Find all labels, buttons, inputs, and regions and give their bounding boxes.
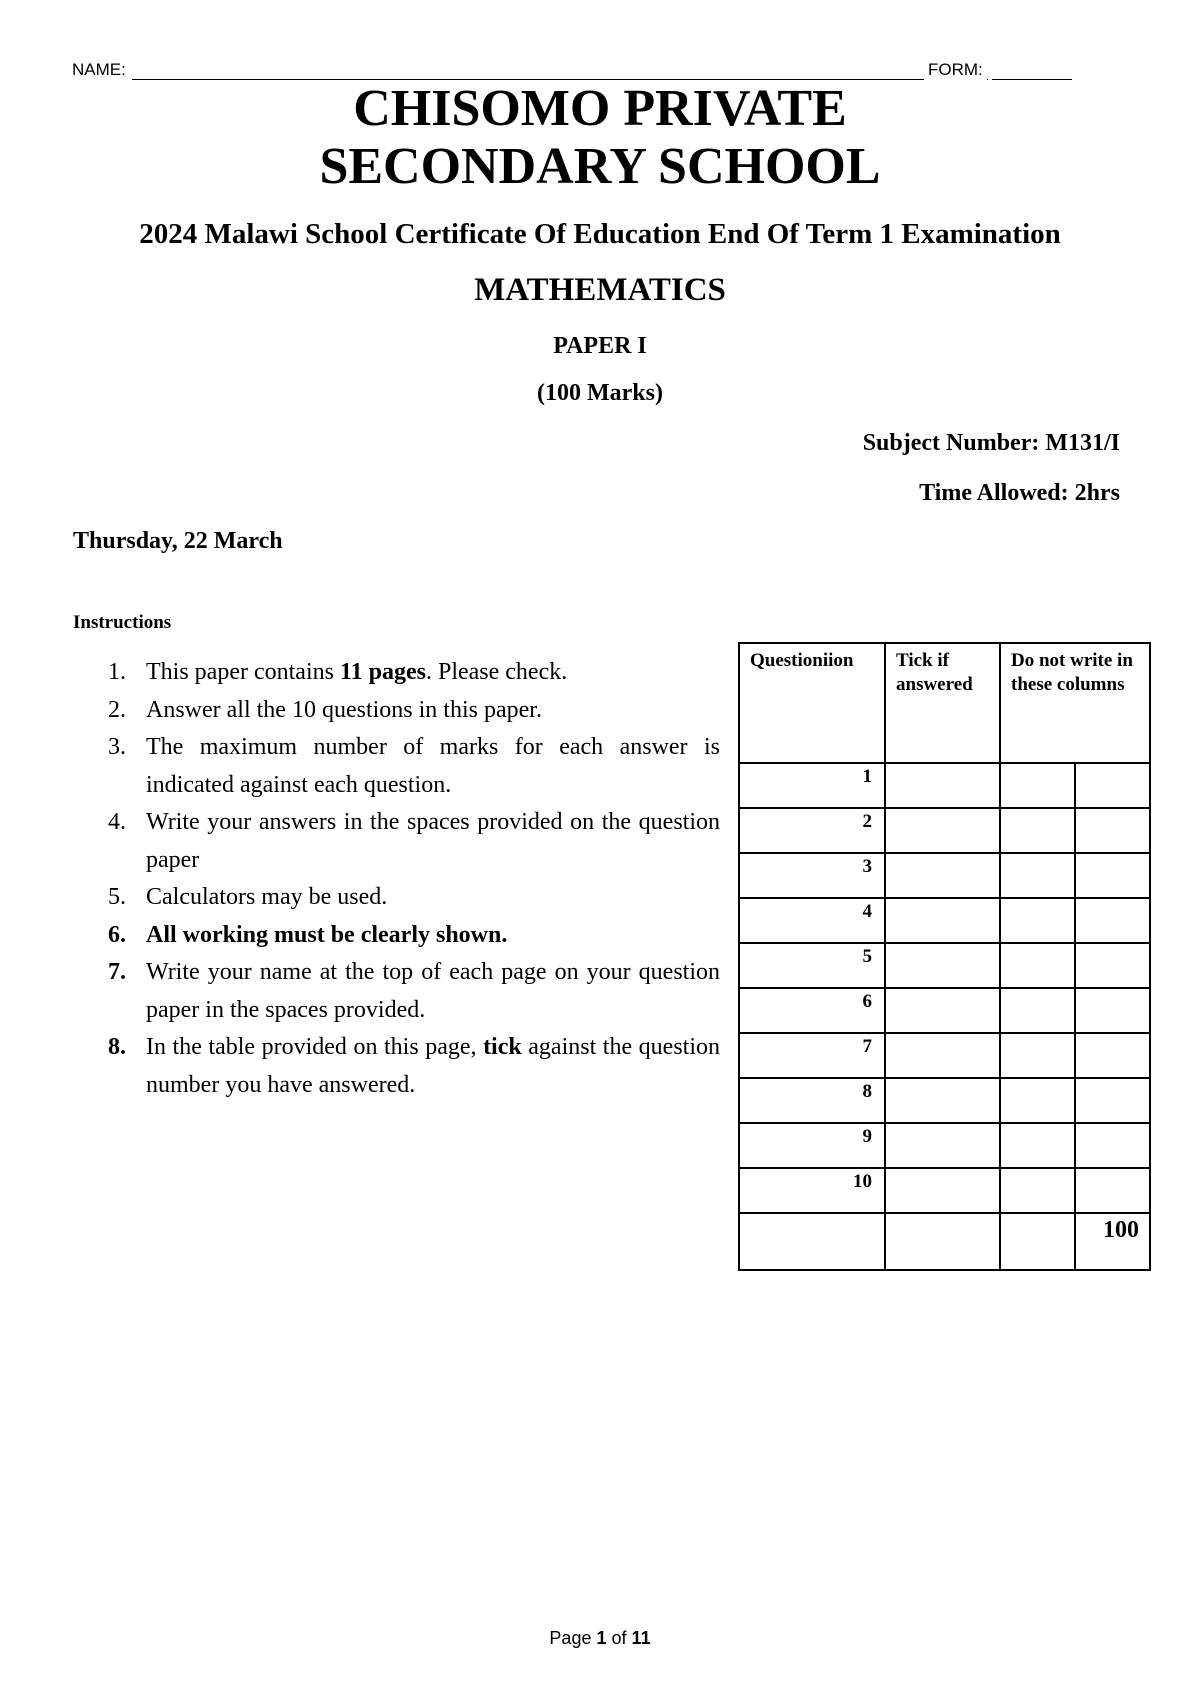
- question-number-cell: 10: [739, 1168, 885, 1213]
- instruction-number: 6.: [108, 921, 126, 948]
- instruction-item: [108, 692, 720, 730]
- table-row: [739, 898, 1150, 943]
- table-row: [739, 1078, 1150, 1123]
- header-question: Questioniion: [739, 643, 885, 763]
- examiner-cell: [1075, 943, 1150, 988]
- tick-cell[interactable]: [885, 988, 1000, 1033]
- total-blank-cell: [885, 1213, 1000, 1270]
- instruction-item: [108, 879, 720, 917]
- examiner-cell: [1000, 1168, 1075, 1213]
- footer-total-pages: 11: [631, 1628, 651, 1648]
- table-total-row: [739, 1213, 1150, 1270]
- header-tick: Tick if answered: [885, 643, 1000, 763]
- page-footer: [0, 1628, 1200, 1649]
- total-marks-cell: 100: [1075, 1213, 1150, 1270]
- question-number-cell: 1: [739, 763, 885, 808]
- name-label: NAME:: [72, 60, 126, 79]
- total-blank-cell: [1000, 1213, 1075, 1270]
- question-number-cell: 2: [739, 808, 885, 853]
- time-allowed: Time Allowed: 2hrs: [919, 480, 1120, 506]
- total-blank-cell: [739, 1213, 885, 1270]
- footer-page-number: 1: [596, 1628, 607, 1648]
- question-number-cell: 7: [739, 1033, 885, 1078]
- examiner-cell: [1000, 853, 1075, 898]
- instruction-text: . Please check.: [425, 659, 568, 685]
- instruction-bold-text: 11 pages: [339, 659, 426, 685]
- instruction-number: 4.: [108, 809, 126, 835]
- school-name: CHISOMO PRIVATE SECONDARY SCHOOL: [319, 80, 881, 195]
- footer-page-label: Page: [549, 1628, 592, 1648]
- examiner-cell: [1000, 988, 1075, 1033]
- examiner-cell: [1075, 1168, 1150, 1213]
- table-row: [739, 943, 1150, 988]
- instruction-text: The maximum number of marks for each answer is indicated against each question.: [146, 734, 720, 798]
- instruction-text: Answer all the 10 questions in this paper.: [146, 696, 542, 723]
- examiner-cell: [1000, 898, 1075, 943]
- table-row: [739, 1168, 1150, 1213]
- footer-of-label: of: [611, 1628, 627, 1648]
- header-do-not-write: Do not write in these columns: [1000, 643, 1150, 763]
- tick-cell[interactable]: [885, 943, 1000, 988]
- exam-title: 2024 Malawi School Certificate Of Education End Of Term 1 Examination: [139, 218, 1061, 250]
- examiner-cell: [1075, 763, 1150, 808]
- examiner-cell: [1000, 1123, 1075, 1168]
- subject-title: MATHEMATICS: [474, 272, 726, 308]
- examiner-cell: [1075, 898, 1150, 943]
- table-row: [739, 808, 1150, 853]
- instruction-text: This paper contains: [146, 659, 340, 685]
- instruction-text: In the table provided on this page,: [146, 1034, 484, 1060]
- subject-number: Subject Number: M131/I: [862, 430, 1120, 456]
- exam-date: Thursday, 22 March: [73, 528, 283, 554]
- instruction-item: [108, 1029, 720, 1104]
- question-number-cell: 9: [739, 1123, 885, 1168]
- tick-cell[interactable]: [885, 853, 1000, 898]
- tick-cell[interactable]: [885, 1123, 1000, 1168]
- instruction-number: 7.: [108, 959, 126, 985]
- tick-cell[interactable]: [885, 808, 1000, 853]
- table-row: [739, 1033, 1150, 1078]
- instruction-item: [108, 804, 720, 879]
- instruction-bold-text: tick: [483, 1034, 522, 1060]
- table-header-row: [739, 643, 1150, 763]
- tick-cell[interactable]: [885, 898, 1000, 943]
- examiner-cell: [1075, 1033, 1150, 1078]
- instruction-text: Write your name at the top of each page on your question paper in the spaces provided.: [146, 959, 720, 1023]
- instruction-text: against the question number you have answered.: [146, 1034, 720, 1098]
- question-rows: [739, 763, 1150, 1213]
- table-row: [739, 853, 1150, 898]
- question-number-cell: 4: [739, 898, 885, 943]
- examiner-cell: [1075, 1078, 1150, 1123]
- examiner-cell: [1075, 1123, 1150, 1168]
- instruction-bold-text: All working must be clearly shown.: [146, 921, 508, 948]
- examiner-cell: [1000, 943, 1075, 988]
- question-number-cell: 8: [739, 1078, 885, 1123]
- instructions-heading: Instructions: [73, 612, 172, 633]
- instruction-item: [108, 954, 720, 1029]
- examiner-cell: [1000, 1033, 1075, 1078]
- instruction-number: 8.: [108, 1034, 126, 1060]
- instruction-item: [108, 729, 720, 804]
- table-row: [739, 988, 1150, 1033]
- paper-number: PAPER I: [553, 333, 647, 359]
- tick-cell[interactable]: [885, 1078, 1000, 1123]
- examiner-cell: [1075, 853, 1150, 898]
- question-number-cell: 3: [739, 853, 885, 898]
- instruction-text: Calculators may be used.: [146, 884, 388, 910]
- instruction-item: [108, 917, 720, 955]
- form-label: FORM:: [924, 60, 987, 80]
- examiner-cell: [1000, 1078, 1075, 1123]
- examiner-cell: [1000, 763, 1075, 808]
- examiner-cell: [1075, 988, 1150, 1033]
- total-marks: (100 Marks): [537, 380, 663, 406]
- instruction-number: 5.: [108, 884, 126, 910]
- instruction-text: Write your answers in the spaces provided on the question paper: [146, 809, 720, 873]
- instruction-number: 3.: [108, 734, 126, 760]
- question-marks-table: [738, 642, 1151, 1271]
- table-row: [739, 763, 1150, 808]
- examiner-cell: [1000, 808, 1075, 853]
- instruction-item: [108, 654, 720, 692]
- instruction-number: 2.: [108, 696, 126, 723]
- table-row: [739, 1123, 1150, 1168]
- instruction-number: 1.: [108, 659, 126, 685]
- tick-cell[interactable]: [885, 1033, 1000, 1078]
- instructions-list: [108, 654, 720, 1104]
- question-number-cell: 6: [739, 988, 885, 1033]
- tick-cell[interactable]: [885, 1168, 1000, 1213]
- examiner-cell: [1075, 808, 1150, 853]
- tick-cell[interactable]: [885, 763, 1000, 808]
- question-number-cell: 5: [739, 943, 885, 988]
